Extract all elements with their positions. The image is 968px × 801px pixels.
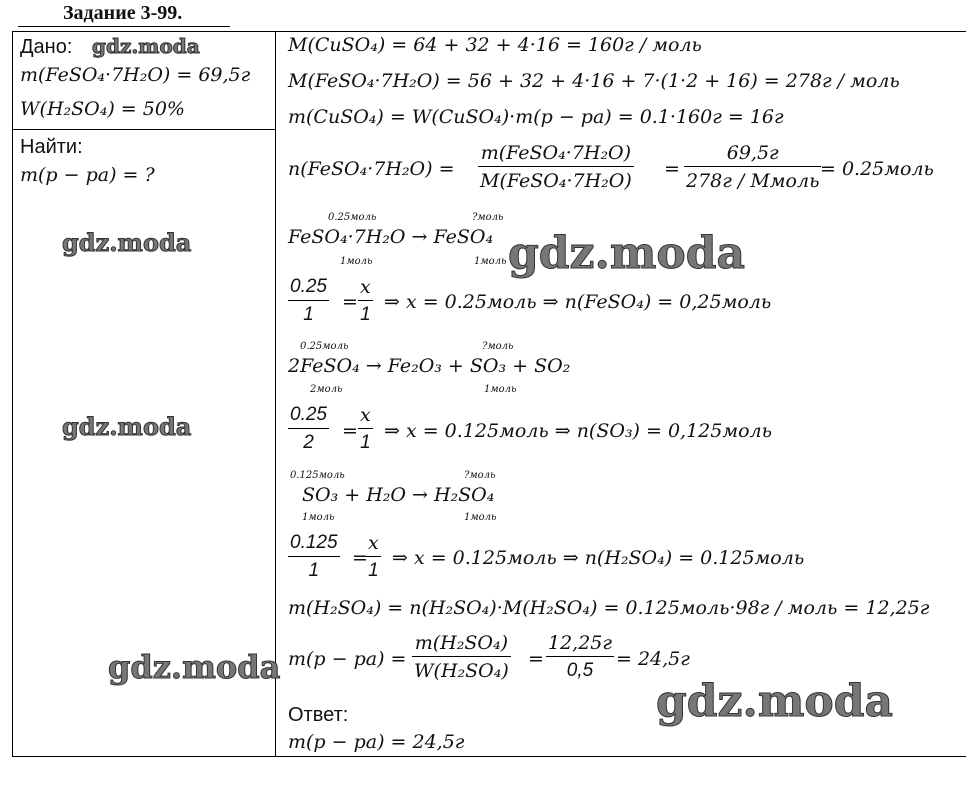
equals-sign: =	[352, 547, 368, 569]
reaction2-bottom-left: 2моль	[310, 384, 343, 395]
fraction-denominator: 278г / Ммоль	[686, 170, 820, 192]
proportion1-fraction-2	[358, 276, 373, 326]
answer-label: Ответ:	[288, 704, 349, 726]
moles-hydrate-fraction-2	[684, 142, 821, 192]
equals-sign: =	[342, 420, 358, 442]
watermark: gdz.moda	[656, 676, 894, 727]
watermark: gdz.moda	[62, 412, 192, 441]
watermark: gdz.moda	[108, 648, 281, 686]
fraction-bar	[358, 300, 373, 301]
solution-mass-fraction-2	[546, 632, 614, 682]
reaction3-top-right: ?моль	[464, 470, 496, 481]
fraction-numerator: m(H₂SO₄)	[414, 632, 508, 654]
equals-sign: =	[528, 648, 544, 670]
mass-cuso4: m(CuSO₄) = W(CuSO₄)·m(р − ра) = 0.1·160г = 16г	[288, 106, 784, 128]
reaction2-bottom-right: 1моль	[484, 384, 517, 395]
reaction1-bottom-left: 1моль	[340, 256, 373, 267]
fraction-numerator: 0.125	[290, 532, 338, 553]
reaction2-top-right: ?моль	[482, 341, 514, 352]
molar-mass-feso4-hydrate: M(FeSO₄·7H₂O) = 56 + 32 + 4·16 + 7·(1·2 + 16) = 278г / моль	[288, 70, 900, 92]
fraction-numerator: x	[360, 404, 371, 426]
fraction-denominator: 1	[360, 432, 371, 453]
task-title: Задание 3-99.	[63, 2, 183, 24]
given-label: Дано:	[20, 36, 73, 58]
fraction-denominator: 2	[303, 432, 314, 453]
fraction-bar	[546, 656, 614, 657]
find-label: Найти:	[20, 136, 83, 158]
molar-mass-cuso4: M(CuSO₄) = 64 + 32 + 4·16 = 160г / моль	[288, 34, 702, 56]
reaction3-bottom-left: 1моль	[302, 512, 335, 523]
fraction-numerator: 0.25	[290, 404, 327, 425]
fraction-denominator: 1	[360, 304, 371, 325]
fraction-denominator: 0,5	[566, 660, 594, 681]
proportion1-result: ⇒ x = 0.25моль ⇒ n(FeSO₄) = 0,25моль	[384, 291, 772, 313]
reaction1-top-right: ?моль	[472, 212, 504, 223]
given-find-divider	[12, 129, 275, 130]
fraction-numerator: x	[360, 276, 371, 298]
proportion3-result: ⇒ x = 0.125моль ⇒ n(H₂SO₄) = 0.125моль	[392, 547, 805, 569]
reaction3-bottom-right: 1моль	[464, 512, 497, 523]
fraction-bar	[358, 428, 373, 429]
fraction-bar	[412, 656, 511, 657]
proportion2-fraction-2	[358, 404, 373, 454]
equals-sign: =	[342, 291, 358, 313]
proportion2-result: ⇒ x = 0.125моль ⇒ n(SO₃) = 0,125моль	[384, 420, 772, 442]
fraction-denominator: 1	[303, 304, 314, 325]
find-quantity: m(р − ра) = ?	[20, 164, 155, 186]
solution-mass-result: = 24,5г	[616, 648, 690, 670]
solution-mass-fraction-1	[412, 632, 511, 682]
fraction-denominator: 1	[308, 560, 320, 581]
solution-mass-lhs: m(р − ра) =	[288, 648, 407, 670]
proportion2-fraction-1	[288, 404, 329, 454]
reaction2-top-left: 0.25моль	[300, 341, 349, 352]
fraction-bar	[288, 556, 340, 557]
mass-h2so4: m(H₂SO₄) = n(H₂SO₄)·M(H₂SO₄) = 0.125моль·98г / моль = 12,25г	[288, 597, 930, 619]
reaction1: FeSO₄·7H₂O → FeSO₄	[288, 226, 494, 248]
fraction-bar	[684, 166, 821, 167]
reaction1-bottom-right: 1моль	[474, 256, 507, 267]
title-underline	[18, 26, 230, 27]
fraction-denominator: 1	[368, 560, 379, 581]
answer-value: m(р − ра) = 24,5г	[288, 731, 465, 753]
watermark: gdz.moda	[62, 228, 192, 257]
moles-hydrate-lhs: n(FeSO₄·7H₂O) =	[288, 158, 455, 180]
moles-hydrate-result: = 0.25моль	[820, 158, 934, 180]
watermark: gdz.moda	[508, 228, 746, 279]
fraction-bar	[288, 428, 329, 429]
reaction2: 2FeSO₄ → Fe₂O₃ + SO₃ + SO₂	[288, 355, 571, 377]
moles-hydrate-fraction-1	[478, 142, 634, 192]
fraction-numerator: 0.25	[290, 276, 327, 297]
fraction-numerator: x	[368, 532, 379, 554]
proportion1-fraction-1	[288, 276, 329, 326]
proportion3-fraction-1	[288, 532, 340, 582]
equals-sign: =	[664, 158, 680, 180]
reaction3-top-left: 0.125моль	[290, 470, 345, 481]
fraction-denominator: M(FeSO₄·7H₂O)	[480, 170, 632, 192]
given-mass: m(FeSO₄·7H₂O) = 69,5г	[20, 64, 251, 86]
proportion3-fraction-2	[366, 532, 381, 582]
reaction3: SO₃ + H₂O → H₂SO₄	[302, 484, 495, 506]
fraction-numerator: m(FeSO₄·7H₂O)	[480, 142, 632, 164]
given-mass-fraction: W(H₂SO₄) = 50%	[20, 98, 185, 120]
reaction1-top-left: 0.25моль	[328, 212, 377, 223]
fraction-numerator: 69,5г	[726, 142, 779, 164]
fraction-denominator: W(H₂SO₄)	[414, 660, 509, 682]
fraction-bar	[366, 556, 381, 557]
fraction-bar	[478, 166, 634, 167]
fraction-numerator: 12,25г	[548, 632, 612, 654]
watermark: gdz.moda	[92, 34, 200, 58]
fraction-bar	[288, 300, 329, 301]
